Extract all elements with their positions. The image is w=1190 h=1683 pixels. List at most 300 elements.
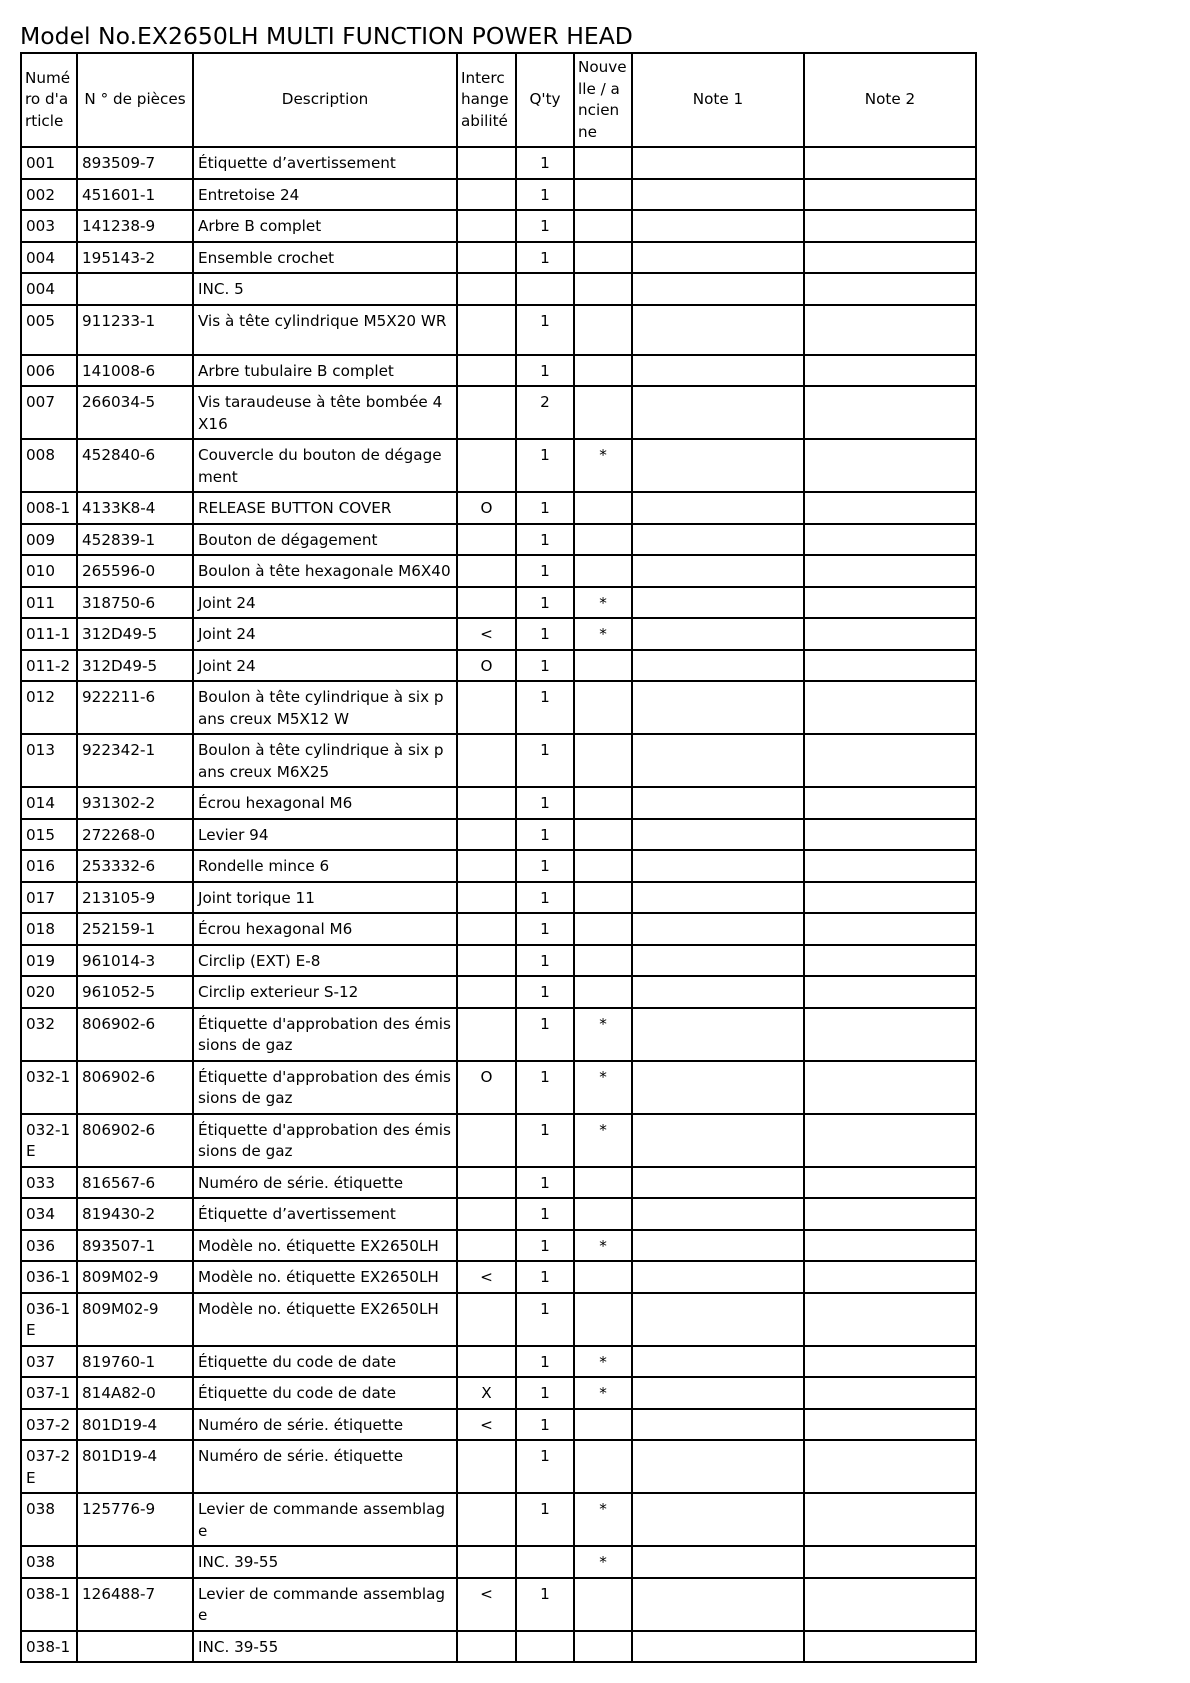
part-number-cell: 452840-6 <box>77 439 193 492</box>
note-2-cell <box>804 1230 976 1262</box>
new-old-cell <box>574 210 632 242</box>
item-number-cell: 008-1 <box>21 492 77 524</box>
new-old-cell <box>574 492 632 524</box>
new-old-cell <box>574 555 632 587</box>
part-number-cell: 126488-7 <box>77 1578 193 1631</box>
note-1-cell <box>632 1493 804 1546</box>
table-row <box>21 1346 976 1378</box>
note-1-cell <box>632 439 804 492</box>
table-row <box>21 1167 976 1199</box>
description-cell: Boulon à tête hexagonale M6X40 <box>193 555 457 587</box>
interchangeability-cell <box>457 882 516 914</box>
note-1-cell <box>632 492 804 524</box>
part-number-cell: 819760-1 <box>77 1346 193 1378</box>
interchangeability-cell <box>457 439 516 492</box>
note-2-cell <box>804 439 976 492</box>
interchangeability-cell: < <box>457 1409 516 1441</box>
quantity-cell: 1 <box>516 1377 574 1409</box>
interchangeability-cell <box>457 976 516 1008</box>
part-number-cell: 141238-9 <box>77 210 193 242</box>
description-cell: Étiquette d’avertissement <box>193 147 457 179</box>
interchangeability-cell <box>457 819 516 851</box>
interchangeability-cell <box>457 386 516 439</box>
note-1-cell <box>632 1167 804 1199</box>
item-number-cell: 032 <box>21 1008 77 1061</box>
note-1-cell <box>632 1578 804 1631</box>
quantity-cell: 1 <box>516 1578 574 1631</box>
quantity-cell: 1 <box>516 210 574 242</box>
note-2-cell <box>804 819 976 851</box>
new-old-cell <box>574 305 632 355</box>
interchangeability-cell <box>457 355 516 387</box>
part-number-cell: 801D19-4 <box>77 1440 193 1493</box>
note-2-cell <box>804 587 976 619</box>
quantity-cell: 1 <box>516 1230 574 1262</box>
col-header-part-number: N ° de pièces <box>77 53 193 147</box>
new-old-cell: * <box>574 618 632 650</box>
table-row <box>21 734 976 787</box>
quantity-cell: 1 <box>516 439 574 492</box>
table-row <box>21 386 976 439</box>
description-cell: Étiquette d'approbation des émissions de gaz <box>193 1114 457 1167</box>
new-old-cell: * <box>574 1377 632 1409</box>
table-row <box>21 210 976 242</box>
new-old-cell <box>574 242 632 274</box>
quantity-cell: 1 <box>516 1008 574 1061</box>
description-cell: Étiquette d'approbation des émissions de gaz <box>193 1061 457 1114</box>
new-old-cell <box>574 1409 632 1441</box>
quantity-cell <box>516 273 574 305</box>
table-row <box>21 1409 976 1441</box>
quantity-cell: 1 <box>516 355 574 387</box>
note-1-cell <box>632 1409 804 1441</box>
note-1-cell <box>632 1008 804 1061</box>
interchangeability-cell <box>457 1230 516 1262</box>
quantity-cell: 1 <box>516 1198 574 1230</box>
new-old-cell <box>574 1293 632 1346</box>
description-cell: Boulon à tête cylindrique à six pans creux M6X25 <box>193 734 457 787</box>
part-number-cell <box>77 1631 193 1663</box>
new-old-cell <box>574 976 632 1008</box>
description-cell: Étiquette d'approbation des émissions de gaz <box>193 1008 457 1061</box>
note-2-cell <box>804 1409 976 1441</box>
note-2-cell <box>804 787 976 819</box>
note-2-cell <box>804 1198 976 1230</box>
note-2-cell <box>804 1293 976 1346</box>
quantity-cell: 1 <box>516 1409 574 1441</box>
interchangeability-cell: O <box>457 650 516 682</box>
part-number-cell: 911233-1 <box>77 305 193 355</box>
part-number-cell: 312D49-5 <box>77 650 193 682</box>
table-row <box>21 355 976 387</box>
interchangeability-cell <box>457 1631 516 1663</box>
description-cell: Modèle no. étiquette EX2650LH <box>193 1230 457 1262</box>
new-old-cell <box>574 1261 632 1293</box>
new-old-cell <box>574 273 632 305</box>
description-cell: Joint torique 11 <box>193 882 457 914</box>
note-1-cell <box>632 524 804 556</box>
new-old-cell <box>574 681 632 734</box>
description-cell: Étiquette d’avertissement <box>193 1198 457 1230</box>
table-row <box>21 1631 976 1663</box>
interchangeability-cell <box>457 913 516 945</box>
table-row <box>21 1198 976 1230</box>
note-1-cell <box>632 273 804 305</box>
interchangeability-cell <box>457 524 516 556</box>
table-row <box>21 587 976 619</box>
description-cell: Joint 24 <box>193 587 457 619</box>
table-row <box>21 1493 976 1546</box>
page-title: Model No.EX2650LH MULTI FUNCTION POWER HEAD <box>20 22 633 50</box>
note-2-cell <box>804 850 976 882</box>
new-old-cell <box>574 945 632 977</box>
note-1-cell <box>632 587 804 619</box>
new-old-cell <box>574 1198 632 1230</box>
part-number-cell: 318750-6 <box>77 587 193 619</box>
note-1-cell <box>632 618 804 650</box>
col-header-quantity: Q'ty <box>516 53 574 147</box>
description-cell: Levier 94 <box>193 819 457 851</box>
part-number-cell: 961014-3 <box>77 945 193 977</box>
note-1-cell <box>632 681 804 734</box>
interchangeability-cell <box>457 179 516 211</box>
item-number-cell: 033 <box>21 1167 77 1199</box>
quantity-cell <box>516 1631 574 1663</box>
part-number-cell: 4133K8-4 <box>77 492 193 524</box>
note-1-cell <box>632 1377 804 1409</box>
interchangeability-cell <box>457 1198 516 1230</box>
interchangeability-cell <box>457 210 516 242</box>
description-cell: INC. 5 <box>193 273 457 305</box>
table-row <box>21 1440 976 1493</box>
table-row <box>21 273 976 305</box>
table-row <box>21 1578 976 1631</box>
item-number-cell: 013 <box>21 734 77 787</box>
note-2-cell <box>804 242 976 274</box>
quantity-cell: 1 <box>516 618 574 650</box>
note-2-cell <box>804 1008 976 1061</box>
item-number-cell: 032-1E <box>21 1114 77 1167</box>
quantity-cell: 1 <box>516 882 574 914</box>
item-number-cell: 036-1 <box>21 1261 77 1293</box>
description-cell: RELEASE BUTTON COVER <box>193 492 457 524</box>
interchangeability-cell <box>457 242 516 274</box>
description-cell: Écrou hexagonal M6 <box>193 913 457 945</box>
note-2-cell <box>804 945 976 977</box>
table-row <box>21 1230 976 1262</box>
table-row <box>21 787 976 819</box>
note-1-cell <box>632 734 804 787</box>
item-number-cell: 015 <box>21 819 77 851</box>
quantity-cell: 2 <box>516 386 574 439</box>
new-old-cell: * <box>574 587 632 619</box>
note-2-cell <box>804 882 976 914</box>
quantity-cell: 1 <box>516 976 574 1008</box>
description-cell: Rondelle mince 6 <box>193 850 457 882</box>
new-old-cell: * <box>574 1114 632 1167</box>
new-old-cell: * <box>574 1346 632 1378</box>
note-1-cell <box>632 179 804 211</box>
description-cell: Circlip exterieur S-12 <box>193 976 457 1008</box>
part-number-cell: 125776-9 <box>77 1493 193 1546</box>
item-number-cell: 003 <box>21 210 77 242</box>
new-old-cell <box>574 787 632 819</box>
table-row <box>21 492 976 524</box>
note-1-cell <box>632 850 804 882</box>
note-2-cell <box>804 1377 976 1409</box>
description-cell: Étiquette du code de date <box>193 1377 457 1409</box>
quantity-cell: 1 <box>516 1261 574 1293</box>
interchangeability-cell: O <box>457 1061 516 1114</box>
new-old-cell <box>574 179 632 211</box>
note-1-cell <box>632 305 804 355</box>
new-old-cell: * <box>574 1061 632 1114</box>
item-number-cell: 009 <box>21 524 77 556</box>
note-2-cell <box>804 386 976 439</box>
new-old-cell <box>574 882 632 914</box>
item-number-cell: 010 <box>21 555 77 587</box>
interchangeability-cell <box>457 1114 516 1167</box>
note-1-cell <box>632 819 804 851</box>
item-number-cell: 038-1 <box>21 1631 77 1663</box>
interchangeability-cell <box>457 1493 516 1546</box>
quantity-cell: 1 <box>516 819 574 851</box>
description-cell: Modèle no. étiquette EX2650LH <box>193 1261 457 1293</box>
description-cell: Vis taraudeuse à tête bombée 4X16 <box>193 386 457 439</box>
note-1-cell <box>632 147 804 179</box>
note-2-cell <box>804 147 976 179</box>
item-number-cell: 011-1 <box>21 618 77 650</box>
interchangeability-cell <box>457 555 516 587</box>
new-old-cell: * <box>574 439 632 492</box>
table-row <box>21 1008 976 1061</box>
part-number-cell: 266034-5 <box>77 386 193 439</box>
part-number-cell <box>77 273 193 305</box>
item-number-cell: 005 <box>21 305 77 355</box>
note-1-cell <box>632 242 804 274</box>
note-1-cell <box>632 650 804 682</box>
new-old-cell <box>574 650 632 682</box>
table-row <box>21 1546 976 1578</box>
quantity-cell: 1 <box>516 1167 574 1199</box>
note-1-cell <box>632 210 804 242</box>
quantity-cell: 1 <box>516 524 574 556</box>
note-1-cell <box>632 976 804 1008</box>
item-number-cell: 016 <box>21 850 77 882</box>
note-2-cell <box>804 1167 976 1199</box>
part-number-cell: 253332-6 <box>77 850 193 882</box>
note-1-cell <box>632 1230 804 1262</box>
part-number-cell: 806902-6 <box>77 1114 193 1167</box>
col-header-item-number: Numéro d'article <box>21 53 77 147</box>
part-number-cell: 806902-6 <box>77 1008 193 1061</box>
part-number-cell <box>77 1546 193 1578</box>
new-old-cell <box>574 819 632 851</box>
part-number-cell: 141008-6 <box>77 355 193 387</box>
description-cell: Entretoise 24 <box>193 179 457 211</box>
note-1-cell <box>632 787 804 819</box>
interchangeability-cell: < <box>457 1578 516 1631</box>
interchangeability-cell <box>457 681 516 734</box>
description-cell: Modèle no. étiquette EX2650LH <box>193 1293 457 1346</box>
col-header-new-old: Nouvelle / ancienne <box>574 53 632 147</box>
note-2-cell <box>804 210 976 242</box>
quantity-cell: 1 <box>516 555 574 587</box>
table-row <box>21 1061 976 1114</box>
interchangeability-cell <box>457 1008 516 1061</box>
description-cell: Couvercle du bouton de dégagement <box>193 439 457 492</box>
col-header-interchangeability: Interchangeabilité <box>457 53 516 147</box>
note-2-cell <box>804 681 976 734</box>
interchangeability-cell <box>457 1440 516 1493</box>
new-old-cell <box>574 913 632 945</box>
table-row <box>21 1377 976 1409</box>
table-row <box>21 945 976 977</box>
note-1-cell <box>632 913 804 945</box>
item-number-cell: 038 <box>21 1493 77 1546</box>
description-cell: Numéro de série. étiquette <box>193 1167 457 1199</box>
part-number-cell: 806902-6 <box>77 1061 193 1114</box>
note-1-cell <box>632 1261 804 1293</box>
interchangeability-cell <box>457 147 516 179</box>
item-number-cell: 011-2 <box>21 650 77 682</box>
part-number-cell: 451601-1 <box>77 179 193 211</box>
note-2-cell <box>804 650 976 682</box>
note-2-cell <box>804 1493 976 1546</box>
note-2-cell <box>804 1440 976 1493</box>
interchangeability-cell <box>457 787 516 819</box>
description-cell: Bouton de dégagement <box>193 524 457 556</box>
item-number-cell: 036-1E <box>21 1293 77 1346</box>
interchangeability-cell <box>457 273 516 305</box>
item-number-cell: 019 <box>21 945 77 977</box>
table-row <box>21 439 976 492</box>
quantity-cell: 1 <box>516 179 574 211</box>
item-number-cell: 008 <box>21 439 77 492</box>
description-cell: INC. 39-55 <box>193 1546 457 1578</box>
interchangeability-cell <box>457 587 516 619</box>
item-number-cell: 002 <box>21 179 77 211</box>
description-cell: Joint 24 <box>193 650 457 682</box>
quantity-cell: 1 <box>516 1440 574 1493</box>
item-number-cell: 037-1 <box>21 1377 77 1409</box>
quantity-cell: 1 <box>516 1346 574 1378</box>
part-number-cell: 272268-0 <box>77 819 193 851</box>
item-number-cell: 038-1 <box>21 1578 77 1631</box>
note-1-cell <box>632 1293 804 1346</box>
item-number-cell: 004 <box>21 242 77 274</box>
interchangeability-cell <box>457 1167 516 1199</box>
quantity-cell: 1 <box>516 734 574 787</box>
note-1-cell <box>632 1546 804 1578</box>
item-number-cell: 001 <box>21 147 77 179</box>
interchangeability-cell <box>457 1546 516 1578</box>
part-number-cell: 809M02-9 <box>77 1261 193 1293</box>
quantity-cell: 1 <box>516 147 574 179</box>
new-old-cell <box>574 524 632 556</box>
note-2-cell <box>804 1261 976 1293</box>
table-row <box>21 976 976 1008</box>
part-number-cell: 931302-2 <box>77 787 193 819</box>
quantity-cell: 1 <box>516 492 574 524</box>
item-number-cell: 011 <box>21 587 77 619</box>
interchangeability-cell: X <box>457 1377 516 1409</box>
parts-table-body <box>21 147 976 1662</box>
interchangeability-cell <box>457 1346 516 1378</box>
new-old-cell <box>574 850 632 882</box>
item-number-cell: 037-2E <box>21 1440 77 1493</box>
note-2-cell <box>804 1546 976 1578</box>
col-header-description: Description <box>193 53 457 147</box>
interchangeability-cell <box>457 850 516 882</box>
note-2-cell <box>804 1114 976 1167</box>
note-2-cell <box>804 305 976 355</box>
table-row <box>21 819 976 851</box>
note-2-cell <box>804 1346 976 1378</box>
table-row <box>21 555 976 587</box>
table-row <box>21 882 976 914</box>
item-number-cell: 004 <box>21 273 77 305</box>
quantity-cell: 1 <box>516 681 574 734</box>
item-number-cell: 037 <box>21 1346 77 1378</box>
new-old-cell <box>574 1631 632 1663</box>
new-old-cell: * <box>574 1546 632 1578</box>
item-number-cell: 012 <box>21 681 77 734</box>
note-1-cell <box>632 1061 804 1114</box>
interchangeability-cell: < <box>457 618 516 650</box>
new-old-cell <box>574 734 632 787</box>
item-number-cell: 007 <box>21 386 77 439</box>
description-cell: Arbre B complet <box>193 210 457 242</box>
quantity-cell <box>516 1546 574 1578</box>
new-old-cell: * <box>574 1493 632 1546</box>
quantity-cell: 1 <box>516 650 574 682</box>
note-1-cell <box>632 945 804 977</box>
note-2-cell <box>804 555 976 587</box>
quantity-cell: 1 <box>516 850 574 882</box>
note-2-cell <box>804 618 976 650</box>
item-number-cell: 014 <box>21 787 77 819</box>
interchangeability-cell <box>457 945 516 977</box>
table-row <box>21 618 976 650</box>
note-1-cell <box>632 1198 804 1230</box>
table-row <box>21 913 976 945</box>
col-header-note-1: Note 1 <box>632 53 804 147</box>
quantity-cell: 1 <box>516 945 574 977</box>
item-number-cell: 037-2 <box>21 1409 77 1441</box>
note-2-cell <box>804 976 976 1008</box>
parts-table <box>20 52 977 1663</box>
item-number-cell: 032-1 <box>21 1061 77 1114</box>
note-2-cell <box>804 734 976 787</box>
note-2-cell <box>804 1061 976 1114</box>
new-old-cell: * <box>574 1008 632 1061</box>
description-cell: Levier de commande assemblage <box>193 1493 457 1546</box>
part-number-cell: 922342-1 <box>77 734 193 787</box>
note-2-cell <box>804 355 976 387</box>
interchangeability-cell <box>457 734 516 787</box>
quantity-cell: 1 <box>516 1061 574 1114</box>
interchangeability-cell: O <box>457 492 516 524</box>
description-cell: Écrou hexagonal M6 <box>193 787 457 819</box>
part-number-cell: 814A82-0 <box>77 1377 193 1409</box>
table-row <box>21 850 976 882</box>
new-old-cell <box>574 1167 632 1199</box>
interchangeability-cell <box>457 1293 516 1346</box>
quantity-cell: 1 <box>516 305 574 355</box>
part-number-cell: 816567-6 <box>77 1167 193 1199</box>
note-1-cell <box>632 1440 804 1493</box>
